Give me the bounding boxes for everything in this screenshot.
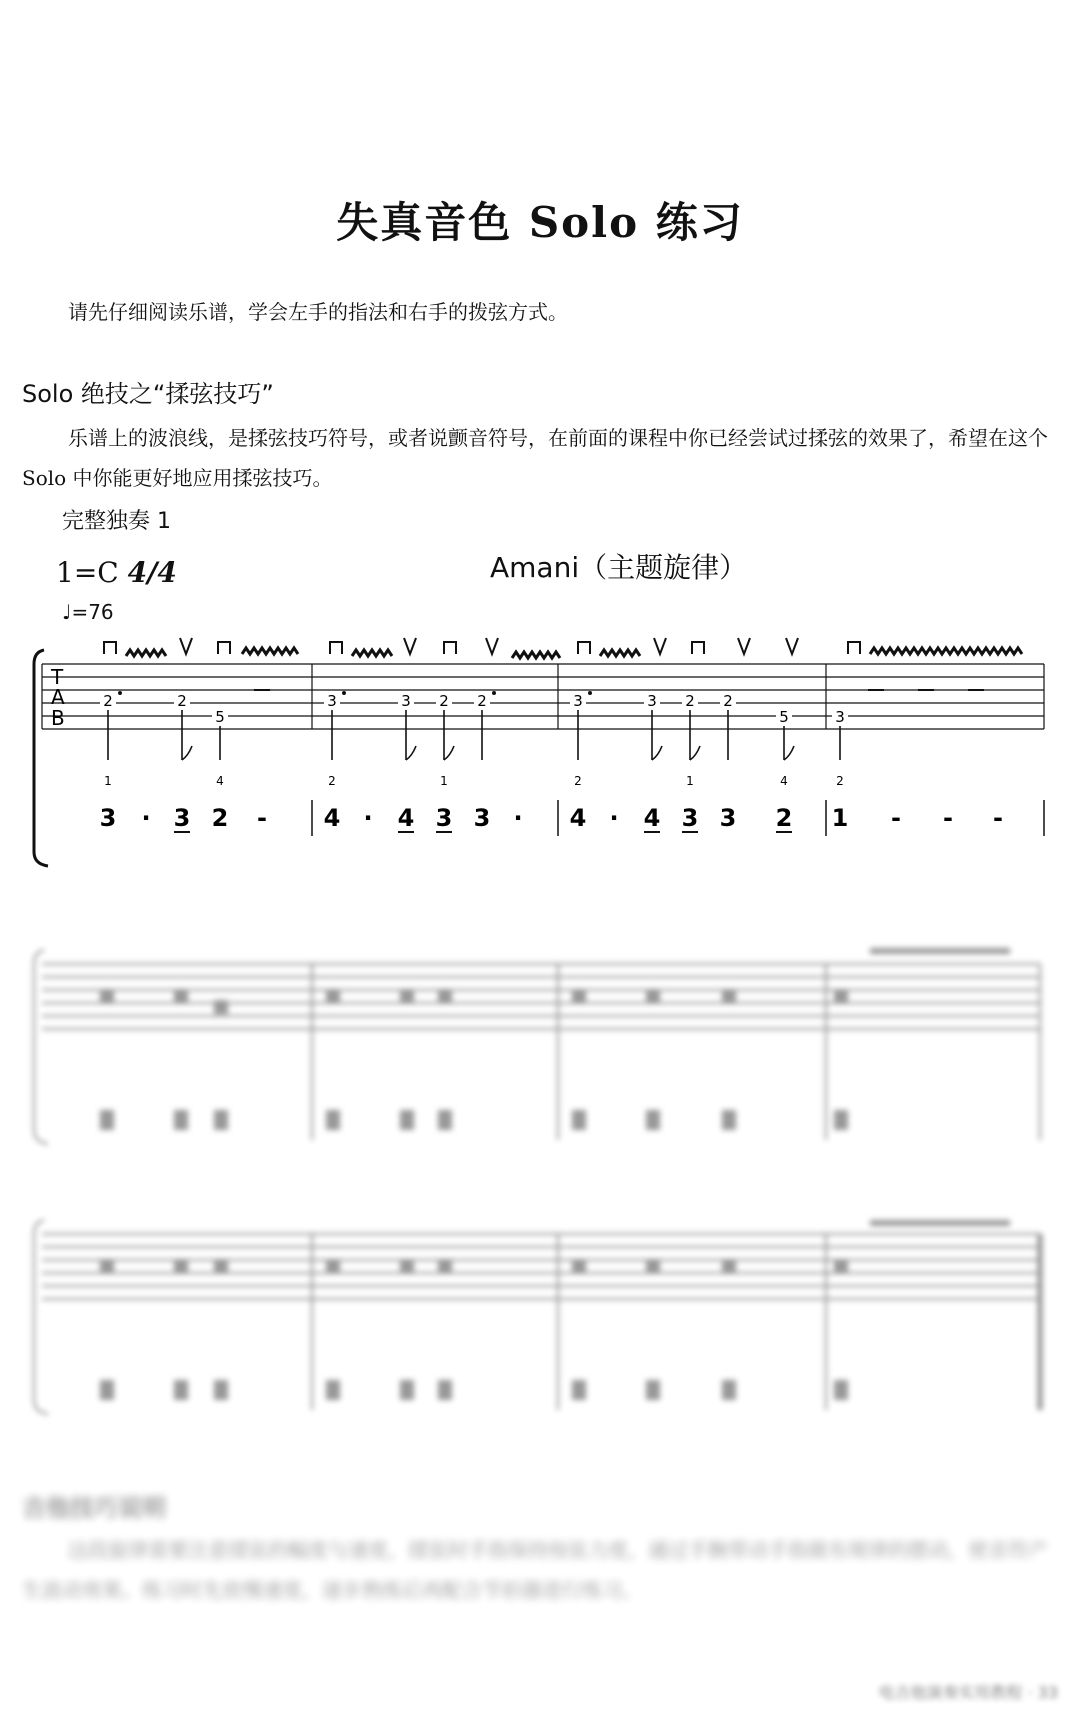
- finger-number: 1: [440, 774, 448, 788]
- finger-number: 4: [780, 774, 788, 788]
- tab-staff: [42, 664, 1044, 729]
- tab-letter-b: B: [51, 706, 65, 730]
- section-paragraph: 乐谱上的波浪线，是揉弦技巧符号，或者说颤音符号，在前面的课程中你已经尝试过揉弦的效果了，希望在这个 Solo 中你能更好地应用揉弦技巧。: [22, 426, 1048, 490]
- tab-number: 2: [103, 692, 113, 710]
- jianpu-barlines: [312, 800, 1044, 836]
- solo-subtitle: 完整独奏 1: [62, 509, 171, 534]
- jianpu-dot: ·: [141, 804, 151, 832]
- jianpu-dash: -: [891, 804, 901, 832]
- tab-number: 3: [647, 692, 657, 710]
- finger-number: 2: [574, 774, 582, 788]
- quarter-note-icon: ♩: [62, 600, 72, 624]
- system-bracket: [34, 650, 48, 866]
- tab-number: 2: [439, 692, 449, 710]
- jianpu-note: 3: [681, 804, 699, 832]
- jianpu-note: 1: [831, 804, 849, 832]
- jianpu-note: 3: [719, 804, 737, 832]
- tempo-value: =76: [71, 600, 114, 624]
- tab-number: 2: [477, 692, 487, 710]
- finger-number: 2: [836, 774, 844, 788]
- finger-number: 1: [686, 774, 694, 788]
- time-signature: 4/4: [127, 556, 177, 589]
- tab-number: 2: [177, 692, 187, 710]
- jianpu-note: 3: [435, 804, 453, 832]
- tab-number: 5: [215, 708, 225, 726]
- jianpu-dash: -: [993, 804, 1003, 832]
- jianpu-dot: ·: [363, 804, 373, 832]
- jianpu-note: 2: [211, 804, 229, 832]
- jianpu-note: 4: [397, 804, 415, 832]
- finger-number: 4: [216, 774, 224, 788]
- jianpu-dot: ·: [609, 804, 619, 832]
- blurred-paragraph: 这段旋律需要注意揉弦的幅度与速度，揉弦时手指保持按弦力度，通过手腕带动手指做有规律的摆动，使音符产生波动效果。练习时先放慢速度，逐步熟练后再配合节拍器进行练习。: [22, 1538, 1048, 1602]
- tab-number: 3: [835, 708, 845, 726]
- tab-number: 3: [327, 692, 337, 710]
- vibrato-icon: [126, 648, 1022, 658]
- blurred-score-systems: [0, 900, 1080, 1460]
- jianpu-note: 3: [99, 804, 117, 832]
- tab-number: 3: [573, 692, 583, 710]
- tab-number: 5: [779, 708, 789, 726]
- tab-number: 2: [723, 692, 733, 710]
- page-title: 失真音色 Solo 练习: [336, 198, 744, 247]
- key-label: 1=C: [56, 556, 119, 589]
- tab-letter-a: A: [51, 685, 65, 709]
- finger-number: 1: [104, 774, 112, 788]
- tab-letter-t: T: [51, 665, 64, 689]
- finger-number: 2: [328, 774, 336, 788]
- jianpu-note: 3: [173, 804, 191, 832]
- jianpu-note: 3: [473, 804, 491, 832]
- song-title: Amani（主题旋律）: [490, 551, 748, 584]
- jianpu-note: 4: [569, 804, 587, 832]
- section-title: Solo 绝技之“揉弦技巧”: [22, 380, 274, 408]
- tab-number: 2: [685, 692, 695, 710]
- page-footer: 电吉他演奏实用教程 · 33: [878, 1683, 1058, 1702]
- intro-text: 请先仔细阅读乐谱，学会左手的指法和右手的拨弦方式。: [68, 300, 568, 324]
- tab-number: 3: [401, 692, 411, 710]
- jianpu-note: 4: [323, 804, 341, 832]
- jianpu-dot: ·: [513, 804, 523, 832]
- jianpu-note: 2: [775, 804, 793, 832]
- jianpu-dash: -: [943, 804, 953, 832]
- blurred-section-title: 吉他技巧说明: [22, 1493, 166, 1522]
- jianpu-note: 4: [643, 804, 661, 832]
- jianpu-dash: -: [257, 804, 267, 832]
